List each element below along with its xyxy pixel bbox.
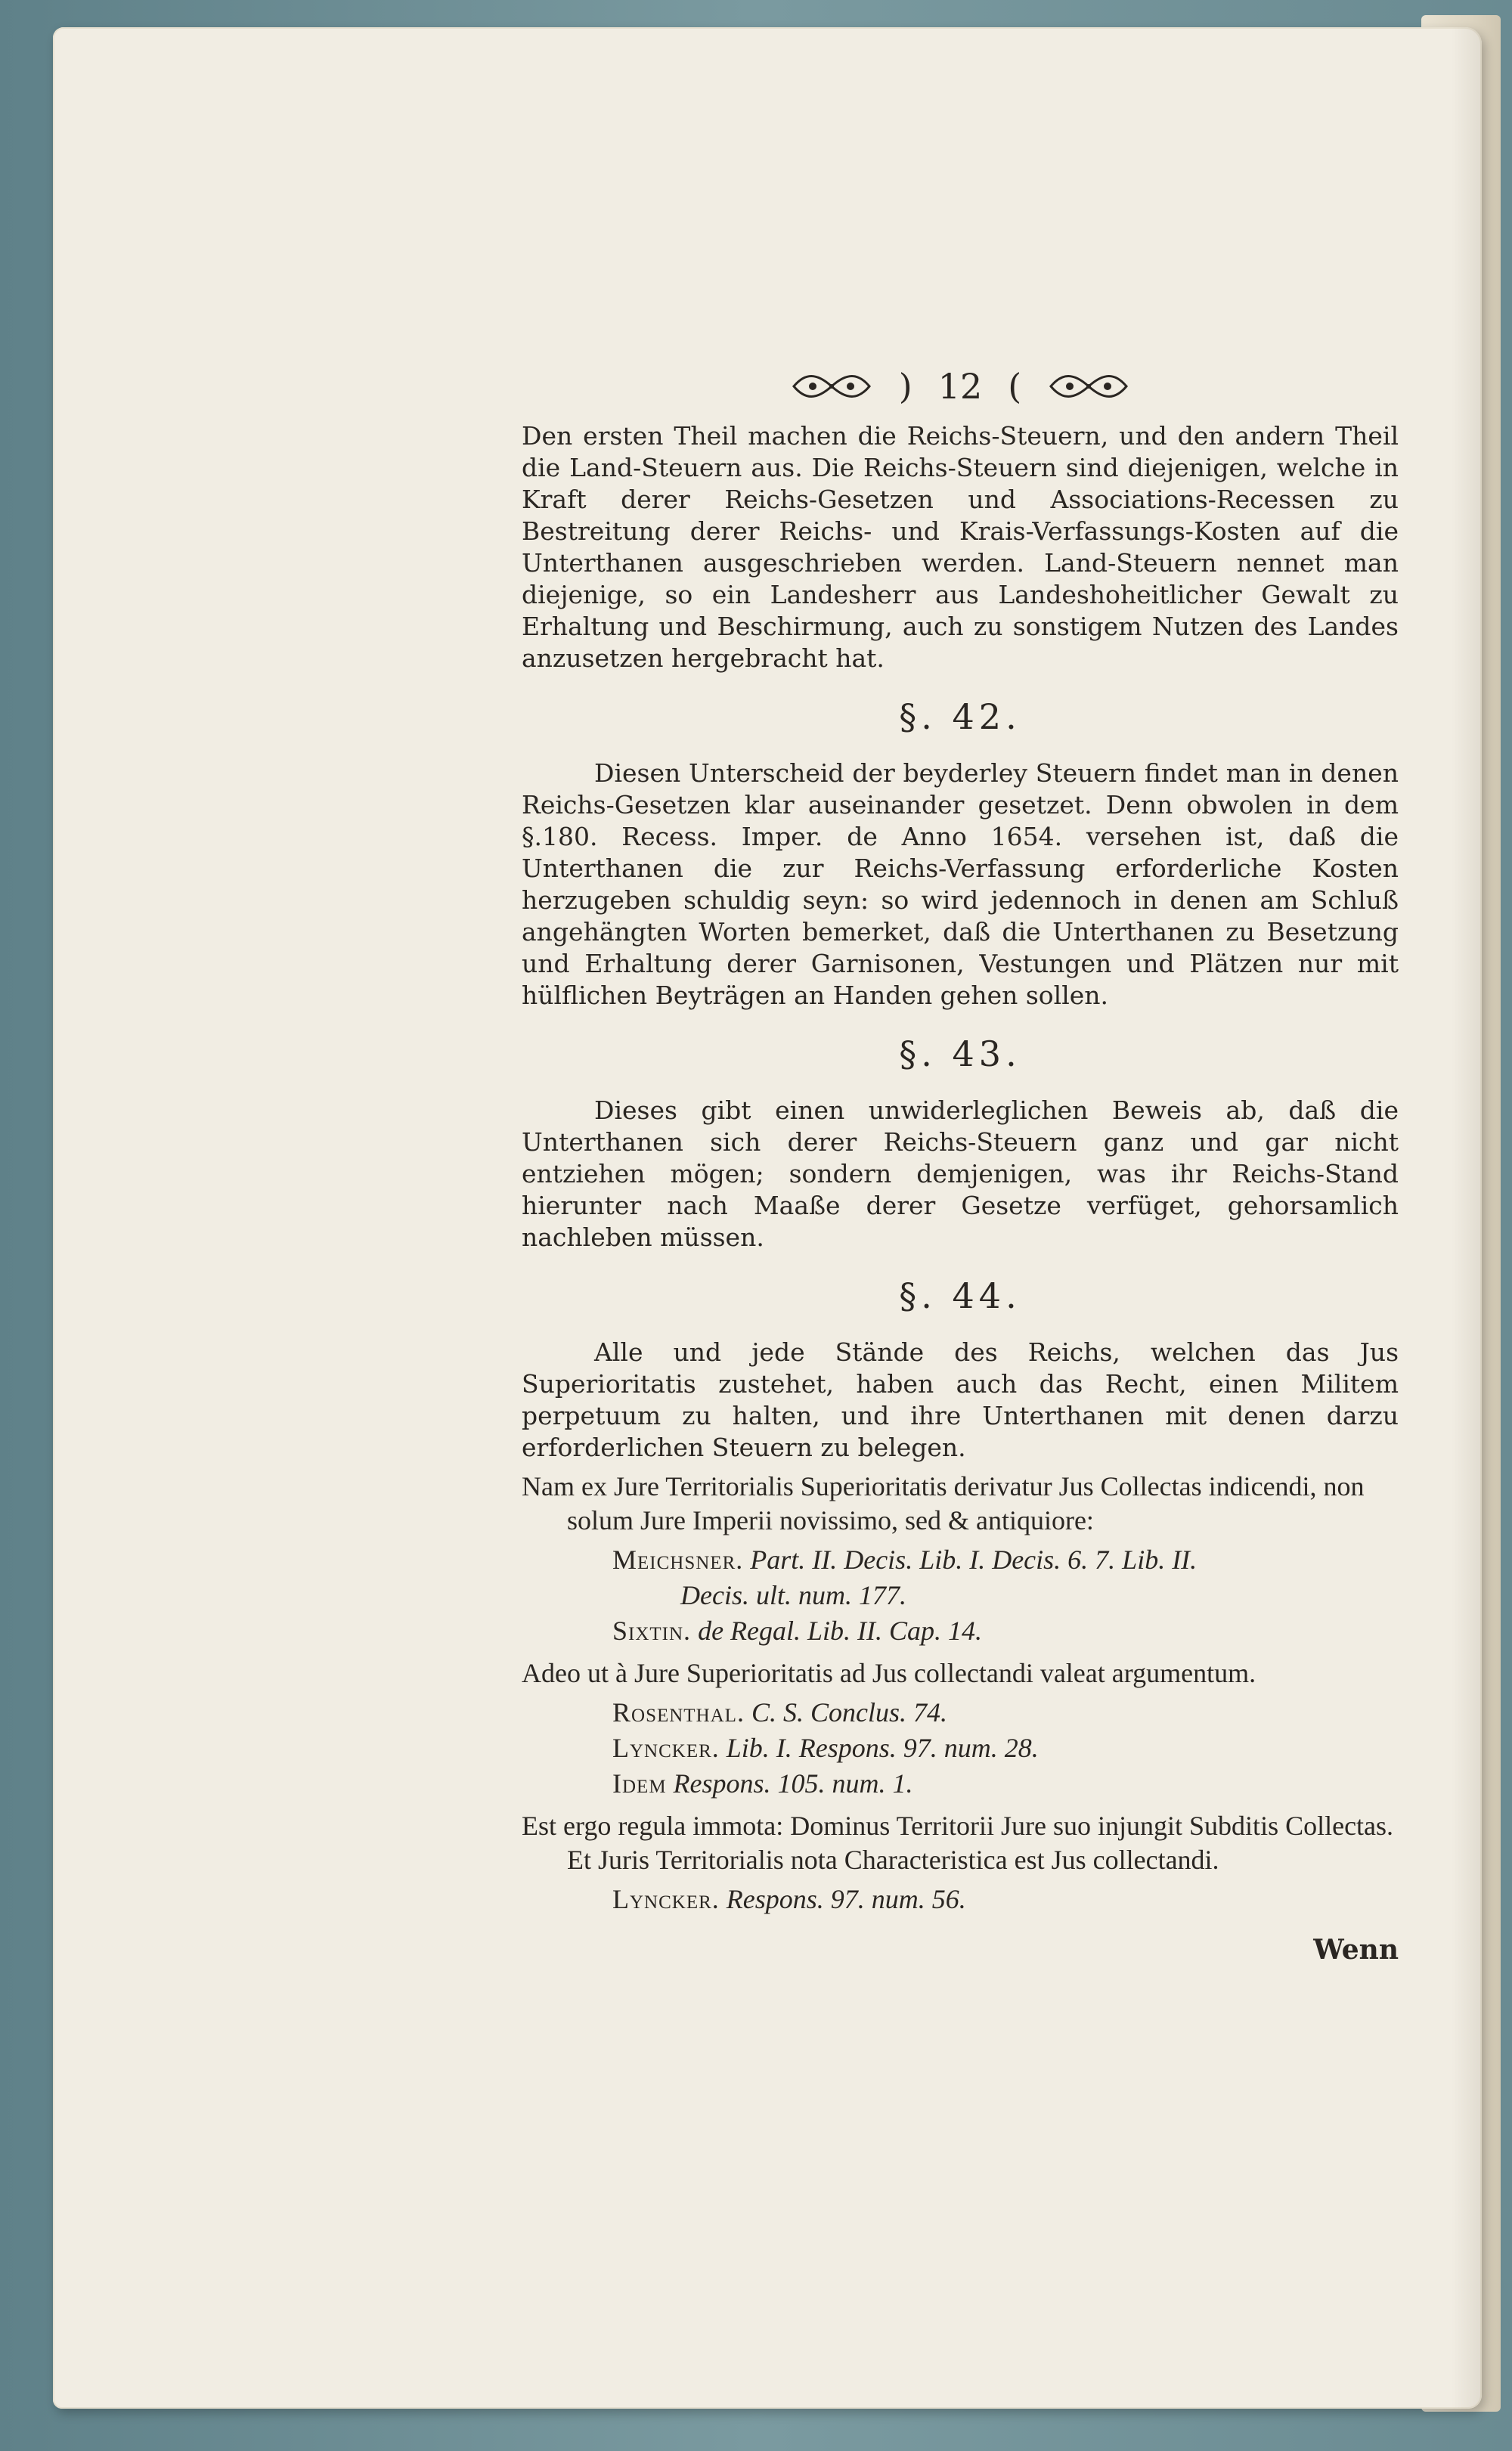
citation-reference: Part. II. Decis. Lib. I. Decis. 6. 7. Lib. II. (750, 1545, 1198, 1575)
header-left-bracket: ) (898, 366, 912, 407)
citation-author: Rosenthal. (612, 1697, 745, 1727)
latin-paragraph-3: Est ergo regula immota: Dominus Territorii Jure suo injungit Subditis Collectas. Et Juris Territorialis nota Characteristica est Jus collectandi. (522, 1811, 1394, 1875)
section-43-text: Dieses gibt einen unwiderleglichen Beweis ab, daß die Unterthanen sich derer Reichs-Steuern ganz und gar nicht entziehen mögen; sondern demjenigen, was ihr Reichs-Stand hierunter nach Maaße derer Gesetze verfüget, gehorsamlich nachleben müssen. (522, 1095, 1399, 1252)
citation-idem (522, 1766, 1399, 1802)
citation-sixtin (522, 1613, 1399, 1649)
citation-author: Idem (612, 1768, 667, 1799)
citation-author: Lyncker. (612, 1733, 720, 1763)
page-number: 12 (937, 366, 983, 407)
section-44-heading: §. 44. (899, 1275, 1021, 1316)
citation-lyncker-2 (522, 1882, 1399, 1917)
citation-lyncker-1 (522, 1731, 1399, 1766)
header-right-bracket: ( (1008, 366, 1022, 407)
section-44-text: Alle und jede Stände des Reichs, welchen das Jus Superioritatis zustehet, haben auch das Recht, einen Militem perpetuum zu halten, und ihre Unterthanen mit denen darzu erforderlichen Steuern zu belegen. (522, 1337, 1399, 1462)
citation-reference: C. S. Conclus. 74. (751, 1697, 947, 1727)
section-42-heading: §. 42. (899, 696, 1021, 737)
latin-paragraph-2: Adeo ut à Jure Superioritatis ad Jus collectandi valeat argumentum. (522, 1658, 1256, 1688)
right-ornament-icon (1047, 370, 1130, 403)
citation-rosenthal (522, 1695, 1399, 1731)
page-header (522, 352, 1399, 420)
citation-author: Meichsner. (612, 1545, 744, 1575)
citation-reference: Respons. 97. num. 56. (726, 1884, 966, 1914)
citation-reference: de Regal. Lib. II. Cap. 14. (698, 1616, 983, 1646)
section-43-heading: §. 43. (899, 1033, 1021, 1074)
catchword: Wenn (1313, 1934, 1399, 1966)
citation-reference: Decis. ult. num. 177. (680, 1580, 906, 1610)
section-42-text: Diesen Unterscheid der beyderley Steuern findet man in denen Reichs-Gesetzen klar auseinander gesetzet. Denn obwolen in dem §.180. Recess. Imper. de Anno 1654. versehen ist, daß die Unterthanen die zur Reichs-Verfassung erforderliche Kosten herzugeben schuldig seyn: so wird jedennoch in denen am Schluß angehängten Worten bemerket, daß die Unterthanen zu Besetzung und Erhaltung derer Garnisonen, Vestungen und Plätzen nur mit hülflichen Beyträgen an Handen gehen sollen. (522, 758, 1399, 1010)
latin-paragraph-1: Nam ex Jure Territorialis Superioritatis derivatur Jus Collectas indicendi, non solum Jure Imperii novissimo, sed & antiquiore: (522, 1471, 1365, 1535)
citation-author: Sixtin. (612, 1616, 692, 1646)
book-page (53, 27, 1482, 2409)
citation-reference: Lib. I. Respons. 97. num. 28. (726, 1733, 1039, 1763)
citation-author: Lyncker. (612, 1884, 720, 1914)
intro-paragraph: Den ersten Theil machen die Reichs-Steuern, und den andern Theil die Land-Steuern aus. Die Reichs-Steuern sind diejenigen, welche in Kraft derer Reichs-Gesetzen und Associations-Recessen zu Bestreitung derer Reichs- und Krais-Verfassungs-Kosten auf die Unterthanen ausgeschrieben werden. Land-Steuern nennet man diejenige, so ein Landesherr aus Landeshoheitlicher Gewalt zu Erhaltung und Beschirmung, auch zu sonstigem Nutzen des Landes anzusetzen hergebracht hat. (522, 421, 1399, 673)
text-block (522, 352, 1399, 1966)
citation-meichsner-continued (522, 1578, 1399, 1613)
left-ornament-icon (790, 370, 873, 403)
citation-reference: Respons. 105. num. 1. (673, 1768, 913, 1799)
citation-meichsner (522, 1542, 1399, 1578)
